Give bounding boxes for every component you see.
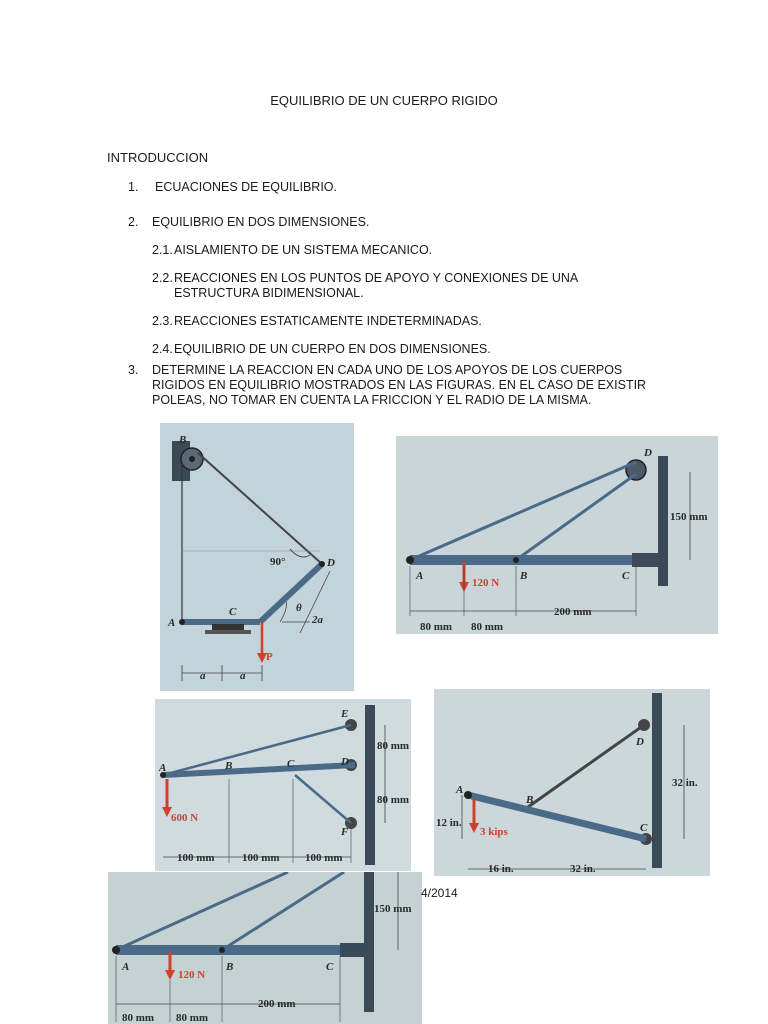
list-item: REACCIONES ESTATICAMENTE INDETERMINADAS.: [174, 314, 482, 328]
list-item: DETERMINE LA REACCION EN CADA UNO DE LOS APOYOS DE LOS CUERPOS: [152, 363, 623, 377]
list-number: 2.1.: [152, 243, 173, 257]
label-A: A: [122, 961, 130, 973]
dim-100mm-1: 100 mm: [177, 852, 215, 864]
load-label: 3 kips: [480, 826, 508, 838]
page-title: EQUILIBRIO DE UN CUERPO RIGIDO: [270, 93, 498, 108]
label-D: D: [341, 756, 349, 768]
dim-200mm: 200 mm: [258, 998, 296, 1010]
list-number: 2.2.: [152, 271, 173, 285]
list-item-continuation: RIGIDOS EN EQUILIBRIO MOSTRADOS EN LAS FIGURAS. EN EL CASO DE EXISTIR: [152, 378, 647, 392]
label-C: C: [622, 570, 630, 582]
label-C: C: [326, 961, 334, 973]
list-item: AISLAMIENTO DE UN SISTEMA MECANICO.: [174, 243, 433, 257]
figure-cable-frame: [160, 423, 354, 691]
dim-32in-2: 32 in.: [570, 863, 596, 875]
label-B: B: [526, 794, 534, 806]
list-number: 2.: [128, 215, 139, 229]
label-A: A: [456, 784, 464, 796]
figure-bracket-3kips: [434, 689, 710, 876]
list-number: 2.3.: [152, 314, 173, 328]
label-a-2: a: [240, 670, 246, 682]
dim-150mm: 150 mm: [374, 903, 412, 915]
figure-bar-600n: [155, 699, 411, 871]
label-a-1: a: [200, 670, 206, 682]
dim-100mm-2: 100 mm: [242, 852, 280, 864]
list-number: 2.4.: [152, 342, 173, 356]
list-item-continuation: POLEAS, NO TOMAR EN CUENTA LA FRICCION Y EL RADIO DE LA MISMA.: [152, 393, 592, 407]
dim-16in: 16 in.: [488, 863, 514, 875]
label-P: P: [266, 651, 273, 663]
date-fragment: 4/2014: [421, 886, 458, 900]
dim-80mm-1: 80 mm: [377, 740, 410, 752]
section-heading: INTRODUCCION: [107, 150, 209, 165]
figure-boom-120n: [396, 436, 718, 634]
label-C: C: [229, 606, 237, 618]
label-E: E: [341, 708, 349, 720]
load-label: 600 N: [171, 812, 199, 824]
label-theta: θ: [296, 602, 302, 614]
list-item: ECUACIONES DE EQUILIBRIO.: [155, 180, 337, 194]
dim-80mm-2: 80 mm: [377, 794, 410, 806]
label-B: B: [225, 760, 233, 772]
load-label: 120 N: [178, 969, 206, 981]
list-item: EQUILIBRIO DE UN CUERPO EN DOS DIMENSIONES.: [174, 342, 491, 356]
list-item-continuation: ESTRUCTURA BIDIMENSIONAL.: [174, 286, 364, 300]
figure-boom-120n-repeat: [108, 872, 422, 1024]
label-B: B: [226, 961, 234, 973]
label-A: A: [168, 617, 176, 629]
label-C: C: [287, 758, 295, 770]
list-item: REACCIONES EN LOS PUNTOS DE APOYO Y CONEXIONES DE UNA: [174, 271, 579, 285]
label-D: D: [636, 736, 644, 748]
dim-150mm: 150 mm: [670, 511, 708, 523]
dim-80mm-1: 80 mm: [420, 621, 453, 633]
dim-32in-1: 32 in.: [672, 777, 698, 789]
label-angle: 90°: [270, 556, 286, 568]
load-label: 120 N: [472, 577, 500, 589]
label-A: A: [416, 570, 424, 582]
dim-80mm-1: 80 mm: [122, 1012, 155, 1024]
dim-12in: 12 in.: [436, 817, 462, 829]
label-B: B: [179, 434, 187, 446]
label-F: F: [341, 826, 349, 838]
label-2a: 2a: [312, 614, 323, 626]
dim-80mm-2: 80 mm: [176, 1012, 209, 1024]
label-D: D: [327, 557, 335, 569]
dim-200mm: 200 mm: [554, 606, 592, 618]
label-B: B: [520, 570, 528, 582]
label-D: D: [644, 447, 652, 459]
list-number: 3.: [128, 363, 139, 377]
list-item: EQUILIBRIO EN DOS DIMENSIONES.: [152, 215, 370, 229]
label-C: C: [640, 822, 648, 834]
label-A: A: [159, 762, 167, 774]
dim-80mm-2: 80 mm: [471, 621, 504, 633]
list-number: 1.: [128, 180, 139, 194]
dim-100mm-3: 100 mm: [305, 852, 343, 864]
